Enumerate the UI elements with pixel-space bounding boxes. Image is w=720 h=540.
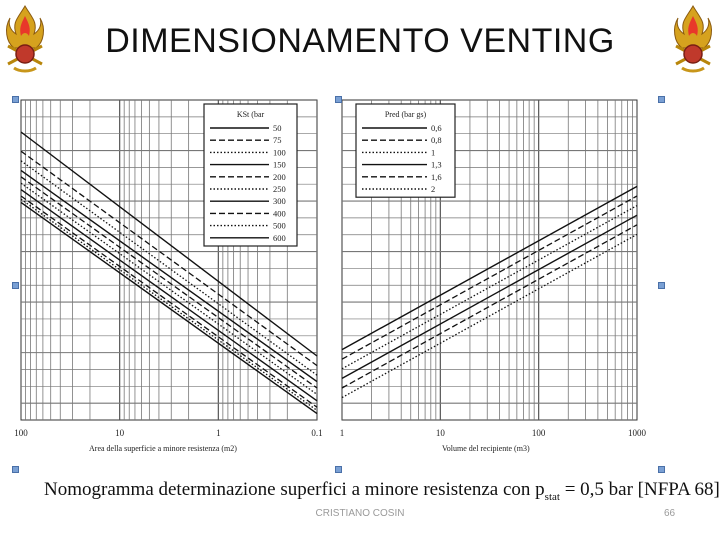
legend-entry: 250: [273, 184, 286, 194]
x-tick-label: 1: [216, 428, 221, 438]
x-tick-label: 1: [339, 428, 345, 438]
legend-entry: 0,8: [431, 135, 442, 146]
x-tick-label: 100: [531, 428, 546, 438]
x-tick-label: 10: [115, 428, 125, 438]
selection-handle-middle-right[interactable]: [658, 282, 665, 289]
selection-handle-top-right[interactable]: [658, 96, 665, 103]
legend-entry: 2: [431, 184, 436, 194]
selection-handle-top-left[interactable]: [12, 96, 19, 103]
legend-entry: 1: [431, 147, 436, 158]
legend-entry: 300: [273, 196, 286, 207]
selection-handle-bottom-left[interactable]: [12, 466, 19, 473]
legend-entry: 1,3: [431, 159, 442, 170]
footer-author: CRISTIANO COSIN: [315, 508, 405, 519]
chart-volume-vs-pred: [340, 100, 647, 453]
legend-title: Pred (bar gs): [384, 110, 427, 119]
selection-handle-middle-left[interactable]: [12, 282, 19, 289]
x-tick-label: 1000: [628, 428, 646, 438]
legend-entry: 0,6: [431, 123, 442, 133]
x-axis-label: Volume del recipiente (m3): [442, 444, 530, 453]
selection-handle-bottom-right[interactable]: [658, 466, 665, 473]
chart-area-vs-kst: [14, 100, 322, 453]
legend-entry: 150: [273, 159, 286, 170]
legend-entry: 50: [273, 123, 282, 133]
legend-title: KSt (bar: [236, 110, 265, 119]
legend-entry: 200: [273, 171, 286, 182]
x-tick-label: 10: [435, 428, 445, 438]
x-tick-label: 100: [14, 428, 28, 438]
legend-entry: 400: [273, 208, 286, 219]
page-number: 66: [664, 508, 676, 519]
legend-entry: 500: [273, 220, 286, 231]
legend-entry: 100: [273, 147, 286, 158]
x-tick-label: 0.1: [311, 428, 323, 438]
selection-handle-top-center[interactable]: [335, 96, 342, 103]
x-axis-label: Area della superficie a minore resistenza (m2): [89, 444, 237, 453]
slide-title: DIMENSIONAMENTO VENTING: [105, 22, 615, 60]
figure-caption: Nomogramma determinazione superfici a minore resistenza con $p_{stat} = 0,5$ bar [NFPA 68]: [44, 479, 720, 503]
selection-handle-bottom-center[interactable]: [335, 466, 342, 473]
legend-entry: 75: [273, 135, 282, 146]
legend-entry: 1,6: [431, 171, 442, 182]
legend-entry: 600: [273, 232, 286, 243]
